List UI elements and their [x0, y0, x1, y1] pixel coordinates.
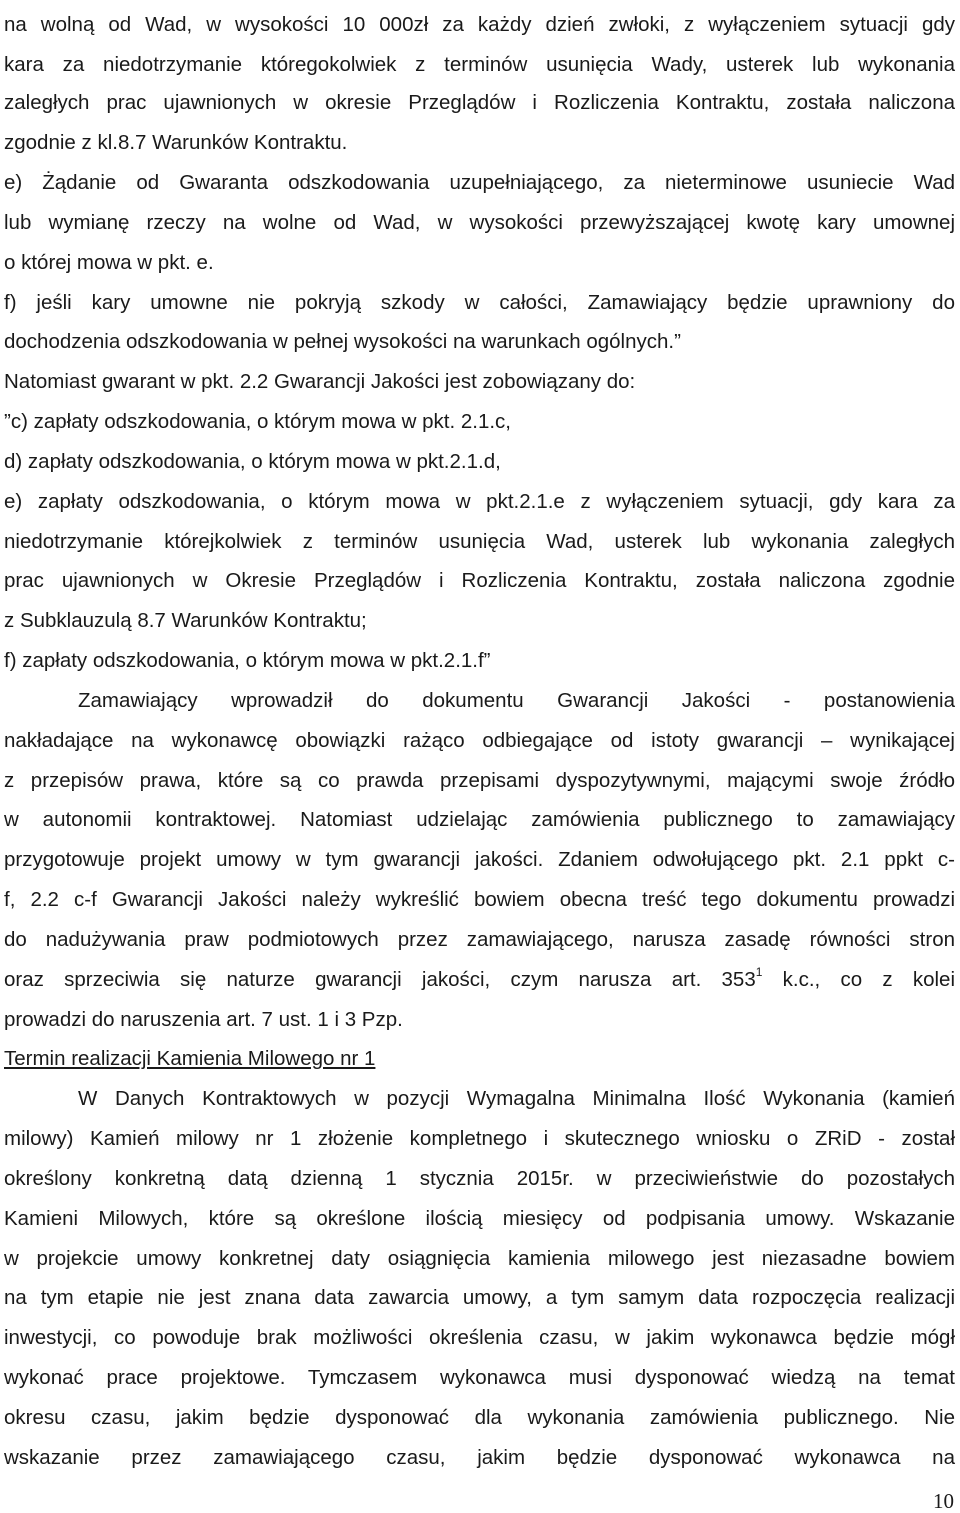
text-line: nakładające na wykonawcę obowiązki rażąco odbiegające od istoty gwarancji – wynikającej: [4, 729, 955, 752]
text-line: z Subklauzulą 8.7 Warunków Kontraktu;: [4, 609, 367, 632]
text-line: okresu czasu, jakim będzie dysponować dla wykonania zamówienia publicznego. Nie: [4, 1406, 955, 1429]
text-line: d) zapłaty odszkodowania, o którym mowa w pkt.2.1.d,: [4, 450, 501, 473]
page-number: 10: [933, 1489, 954, 1513]
text-line: do nadużywania praw podmiotowych przez zamawiającego, narusza zasadę równości stron: [4, 928, 955, 951]
text-line: zgodnie z kl.8.7 Warunków Kontraktu.: [4, 131, 348, 154]
text-line: f, 2.2 c-f Gwarancji Jakości należy wykreślić bowiem obecna treść tego dokumentu prowadzi: [4, 888, 955, 911]
text-span: oraz sprzeciwia się naturze gwarancji jakości, czym narusza art. 353: [4, 968, 756, 991]
text-line: wskazanie przez zamawiającego czasu, jakim będzie dysponować wykonawca na: [4, 1446, 955, 1469]
text-line: e) zapłaty odszkodowania, o którym mowa w pkt.2.1.e z wyłączeniem sytuacji, gdy kara za: [4, 490, 955, 513]
text-line: Natomiast gwarant w pkt. 2.2 Gwarancji Jakości jest zobowiązany do:: [4, 370, 636, 393]
text-line: prac ujawnionych w Okresie Przeglądów i Rozliczenia Kontraktu, została naliczona zgodnie: [4, 569, 955, 592]
text-line: ”c) zapłaty odszkodowania, o którym mowa w pkt. 2.1.c,: [4, 410, 512, 433]
text-line: Zamawiający wprowadził do dokumentu Gwarancji Jakości - postanowienia: [78, 689, 955, 712]
text-line: określony konkretną datą dzienną 1 stycznia 2015r. w przeciwieństwie do pozostałych: [4, 1167, 955, 1190]
text-line: f) zapłaty odszkodowania, o którym mowa w pkt.2.1.f”: [4, 649, 491, 672]
text-line: e) Żądanie od Gwaranta odszkodowania uzupełniającego, za nieterminowe usuniecie Wad: [4, 171, 955, 194]
section-heading-text: Termin realizacji Kamienia Milowego nr 1: [4, 1047, 376, 1070]
text-line: lub wymianę rzeczy na wolne od Wad, w wysokości przewyższającej kwotę kary umownej: [4, 211, 955, 234]
text-line: z przepisów prawa, które są co prawda przepisami dyspozytywnymi, mającymi swoje źródło: [4, 769, 955, 792]
text-line: f) jeśli kary umowne nie pokryją szkody w całości, Zamawiający będzie uprawniony do: [4, 291, 955, 314]
text-line: inwestycji, co powoduje brak możliwości określenia czasu, w jakim wykonawca będzie mógł: [4, 1326, 955, 1349]
text-line: przygotowuje projekt umowy w tym gwarancji jakości. Zdaniem odwołującego pkt. 2.1 ppkt c-: [4, 848, 955, 871]
text-line: w projekcie umowy konkretnej daty osiągnięcia kamienia milowego jest niezasadne bowiem: [4, 1247, 955, 1270]
text-line: na wolną od Wad, w wysokości 10 000zł za każdy dzień zwłoki, z wyłączeniem sytuacji gdy: [4, 13, 955, 36]
text-line: w autonomii kontraktowej. Natomiast udzielając zamówienia publicznego to zamawiający: [4, 808, 955, 831]
text-line: dochodzenia odszkodowania w pełnej wysokości na warunkach ogólnych.”: [4, 330, 681, 353]
text-line: zaległych prac ujawnionych w okresie Przeglądów i Rozliczenia Kontraktu, została naliczona: [4, 91, 955, 114]
text-line: prowadzi do naruszenia art. 7 ust. 1 i 3 Pzp.: [4, 1008, 403, 1031]
text-line: wykonać prace projektowe. Tymczasem wykonawca musi dysponować wiedzą na temat: [4, 1366, 955, 1389]
text-line-with-footnote: [4, 966, 955, 994]
text-line: kara za niedotrzymanie któregokolwiek z terminów usunięcia Wady, usterek lub wykonania: [4, 53, 955, 76]
text-line: o której mowa w pkt. e.: [4, 251, 214, 274]
text-span: k.c., co z kolei: [762, 968, 955, 991]
text-line: niedotrzymanie którejkolwiek z terminów usunięcia Wad, usterek lub wykonania zaległych: [4, 530, 955, 553]
text-line: milowy) Kamień milowy nr 1 złożenie kompletnego i skutecznego wniosku o ZRiD - został: [4, 1127, 955, 1150]
footnote-marker: 1: [755, 965, 763, 980]
text-line: na tym etapie nie jest znana data zawarcia umowy, a tym samym data rozpoczęcia realizacji: [4, 1286, 955, 1309]
text-line: Kamieni Milowych, które są określone ilością miesięcy od podpisania umowy. Wskazanie: [4, 1207, 955, 1230]
text-line: W Danych Kontraktowych w pozycji Wymagalna Minimalna Ilość Wykonania (kamień: [78, 1087, 955, 1110]
section-heading: [4, 1045, 955, 1073]
